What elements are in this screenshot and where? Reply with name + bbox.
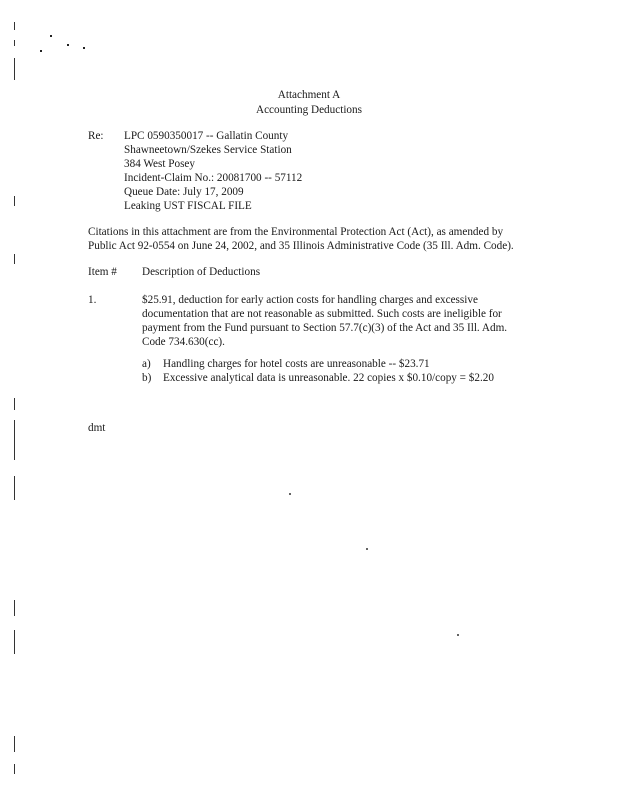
- scan-speck: [366, 548, 368, 550]
- author-initials: dmt: [88, 422, 106, 434]
- re-label: Re:: [88, 130, 104, 142]
- scan-speck: [457, 634, 459, 636]
- scan-speck: [40, 50, 42, 52]
- scan-edge-mark: [14, 398, 15, 410]
- item-description-line: payment from the Fund pursuant to Section 57.7(c)(3) of the Act and 35 Ill. Adm.: [142, 322, 508, 334]
- scan-edge-mark: [14, 764, 15, 774]
- scan-edge-mark: [14, 40, 15, 46]
- scan-speck: [50, 35, 52, 37]
- scan-speck: [67, 44, 69, 46]
- item-number-header: Item #: [88, 266, 117, 278]
- sub-item-text: Handling charges for hotel costs are unreasonable -- $23.71: [163, 358, 430, 370]
- description-header: Description of Deductions: [142, 266, 261, 278]
- document-title: Attachment A: [277, 89, 341, 101]
- citations-line: Citations in this attachment are from the Environmental Protection Act (Act), as amended by: [88, 226, 504, 238]
- sub-item-label: b): [142, 372, 152, 384]
- item-number: 1.: [88, 294, 97, 306]
- document-subtitle: Accounting Deductions: [256, 104, 362, 116]
- citations-line: Public Act 92-0554 on June 24, 2002, and 35 Illinois Administrative Code (35 Ill. Adm. Code).: [88, 240, 514, 252]
- item-description-line: $25.91, deduction for early action costs for handling charges and excessive: [142, 294, 478, 306]
- scan-edge-mark: [14, 22, 15, 30]
- re-line: Incident-Claim No.: 20081700 -- 57112: [124, 172, 303, 184]
- re-line: LPC 0590350017 -- Gallatin County: [124, 130, 289, 142]
- item-description-line: documentation that are not reasonable as submitted. Such costs are ineligible for: [142, 308, 502, 320]
- re-line: 384 West Posey: [124, 158, 195, 170]
- re-line: Queue Date: July 17, 2009: [124, 186, 244, 198]
- scan-edge-mark: [14, 736, 15, 752]
- scan-edge-mark: [14, 254, 15, 264]
- scan-speck: [289, 493, 291, 495]
- scan-edge-mark: [14, 420, 15, 460]
- scan-edge-mark: [14, 476, 15, 500]
- re-line: Leaking UST FISCAL FILE: [124, 200, 252, 212]
- scan-edge-mark: [14, 600, 15, 616]
- re-line: Shawneetown/Szekes Service Station: [124, 144, 292, 156]
- sub-item-label: a): [142, 358, 151, 370]
- sub-item-text: Excessive analytical data is unreasonable. 22 copies x $0.10/copy = $2.20: [163, 372, 494, 384]
- scan-edge-mark: [14, 196, 15, 206]
- scan-speck: [83, 47, 85, 49]
- scan-edge-mark: [14, 58, 15, 80]
- scan-edge-mark: [14, 630, 15, 654]
- item-description-line: Code 734.630(cc).: [142, 336, 225, 348]
